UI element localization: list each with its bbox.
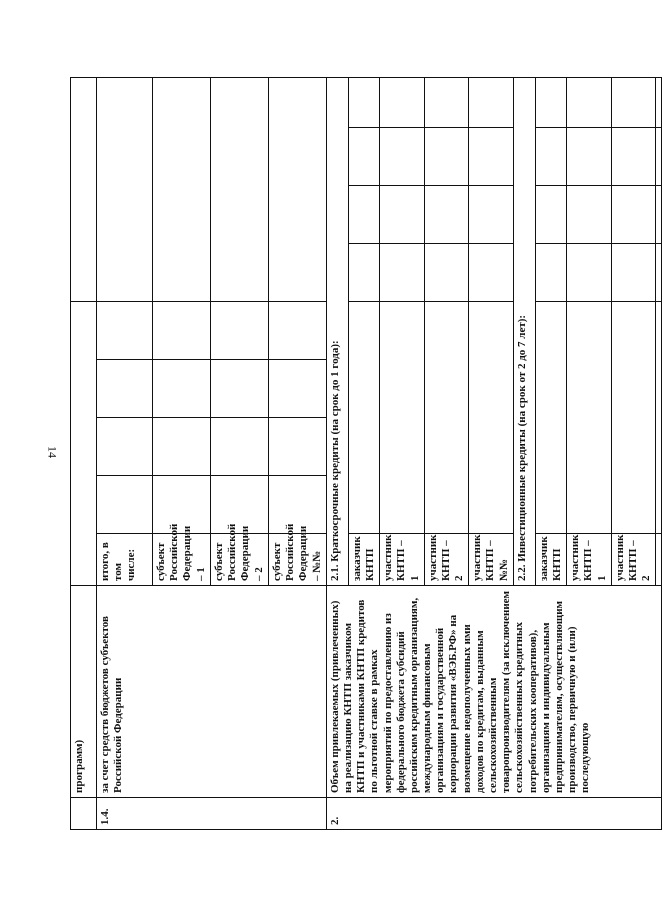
subrow-label: участник КНТП – 1 xyxy=(380,534,425,586)
row-number: 1.4. xyxy=(97,798,327,830)
program-table xyxy=(70,77,662,830)
subrow-label: заказчик КНТП xyxy=(348,534,379,586)
subrow-label: участник КНТП – 2 xyxy=(611,534,656,586)
subrow-label: заказчик КНТП xyxy=(535,534,566,586)
row-title: за счет средств бюджетов субъектов Российской Федерации xyxy=(97,586,327,798)
section-title: 2.2. Инвестиционные кредиты (на срок от 2 до 7 лет): xyxy=(513,77,535,585)
subrow-label: субъект Российской Федерации – 1 xyxy=(153,534,211,586)
cell-name: программ) xyxy=(71,586,97,798)
section-title: 2.1. Краткосрочные кредиты (на срок до 1 года): xyxy=(326,77,348,585)
row-number: 2. xyxy=(326,798,662,830)
row-title: Объем привлекаемых (привлеченных) на реализацию КНТП заказчиком КНТП и участниками КНТП кредитов по льготной ставке в рамках мероприятий по предоставлению из федерального бюджета субсидий российским кредитным организациям, международным финансовым организациям и государственной корпорации развития «ВЭБ.РФ» на возмещение недополученных ими доходов по кредитам, выданным сельскохозяйственным товаропроизводителям (за исключением сельскохозяйственных кредитных потребительских кооперативов), организациям и индивидуальным предпринимателям, осуществляющим производство, первичную и (или) последующую xyxy=(326,586,662,798)
subrow-label: субъект Российской Федерации – №№ xyxy=(269,534,327,586)
subrow-label: участник КНТП – №№ xyxy=(469,534,514,586)
cell-number xyxy=(71,798,97,830)
page-number: 14 xyxy=(45,446,60,458)
subrow-label: итого, в том числе: xyxy=(97,534,153,586)
subrow-label: субъект Российской Федерации – 2 xyxy=(211,534,269,586)
table-row xyxy=(97,77,153,829)
table-row xyxy=(326,77,348,829)
subrow-label: участник КНТП – 2 xyxy=(424,534,469,586)
table-row xyxy=(71,77,97,829)
rotated-page xyxy=(70,78,653,830)
subrow-label: участник КНТП – 1 xyxy=(567,534,612,586)
